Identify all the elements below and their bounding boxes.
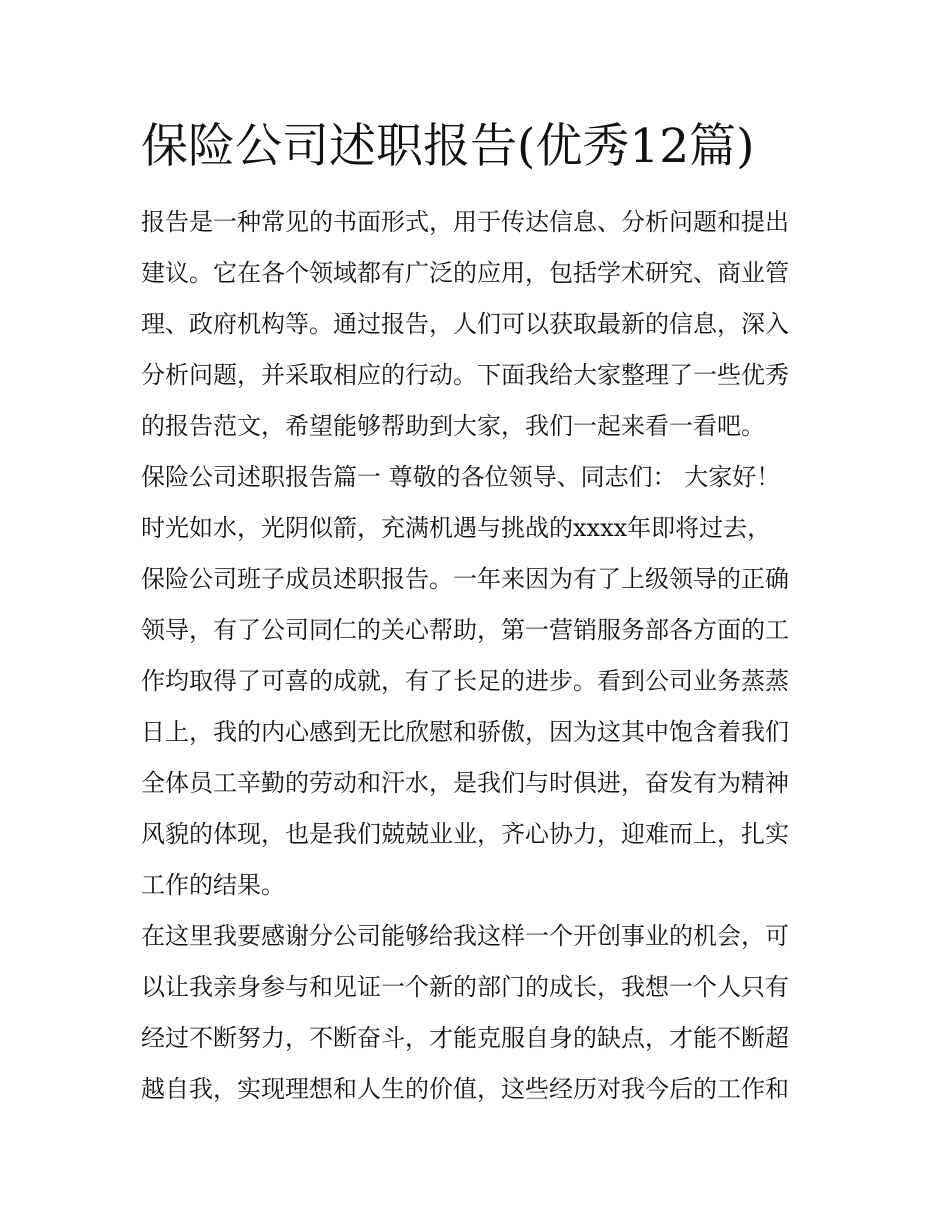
body-line: 分析问题，并采取相应的行动。下面我给大家整理了一些优秀 (141, 361, 789, 389)
body-line: 越自我，实现理想和人生的价值，这些经历对我今后的工作和 (141, 1075, 789, 1103)
body-line: 全体员工辛勤的劳动和汗水，是我们与时俱进，奋发有为精神 (141, 769, 789, 797)
document-title: 保险公司述职报告(优秀12篇) (141, 119, 755, 174)
body-line: 经过不断努力，不断奋斗，才能克服自身的缺点，才能不断超 (141, 1024, 789, 1052)
body-line: 保险公司述职报告篇一 尊敬的各位领导、同志们： 大家好！ (141, 463, 781, 491)
body-line: 报告是一种常见的书面形式，用于传达信息、分析问题和提出 (141, 208, 789, 236)
body-line: 在这里我要感谢分公司能够给我这样一个开创事业的机会，可 (141, 922, 789, 950)
body-line: 理、政府机构等。通过报告，人们可以获取最新的信息，深入 (141, 310, 789, 338)
body-line: 的报告范文，希望能够帮助到大家，我们一起来看一看吧。 (141, 412, 765, 440)
body-line: 保险公司班子成员述职报告。一年来因为有了上级领导的正确 (141, 565, 789, 593)
body-line: 建议。它在各个领域都有广泛的应用，包括学术研究、商业管 (141, 259, 789, 287)
body-line: 时光如水，光阴似箭，充满机遇与挑战的xxxx年即将过去， (141, 514, 772, 542)
body-line: 日上，我的内心感到无比欣慰和骄傲，因为这其中饱含着我们 (141, 718, 789, 746)
body-line: 风貌的体现，也是我们兢兢业业，齐心协力，迎难而上，扎实 (141, 820, 789, 848)
body-line: 作均取得了可喜的成就，有了长足的进步。看到公司业务蒸蒸 (141, 667, 789, 695)
body-line: 以让我亲身参与和见证一个新的部门的成长，我想一个人只有 (141, 973, 789, 1001)
body-line: 领导，有了公司同仁的关心帮助，第一营销服务部各方面的工 (141, 616, 789, 644)
body-line: 工作的结果。 (141, 871, 285, 899)
